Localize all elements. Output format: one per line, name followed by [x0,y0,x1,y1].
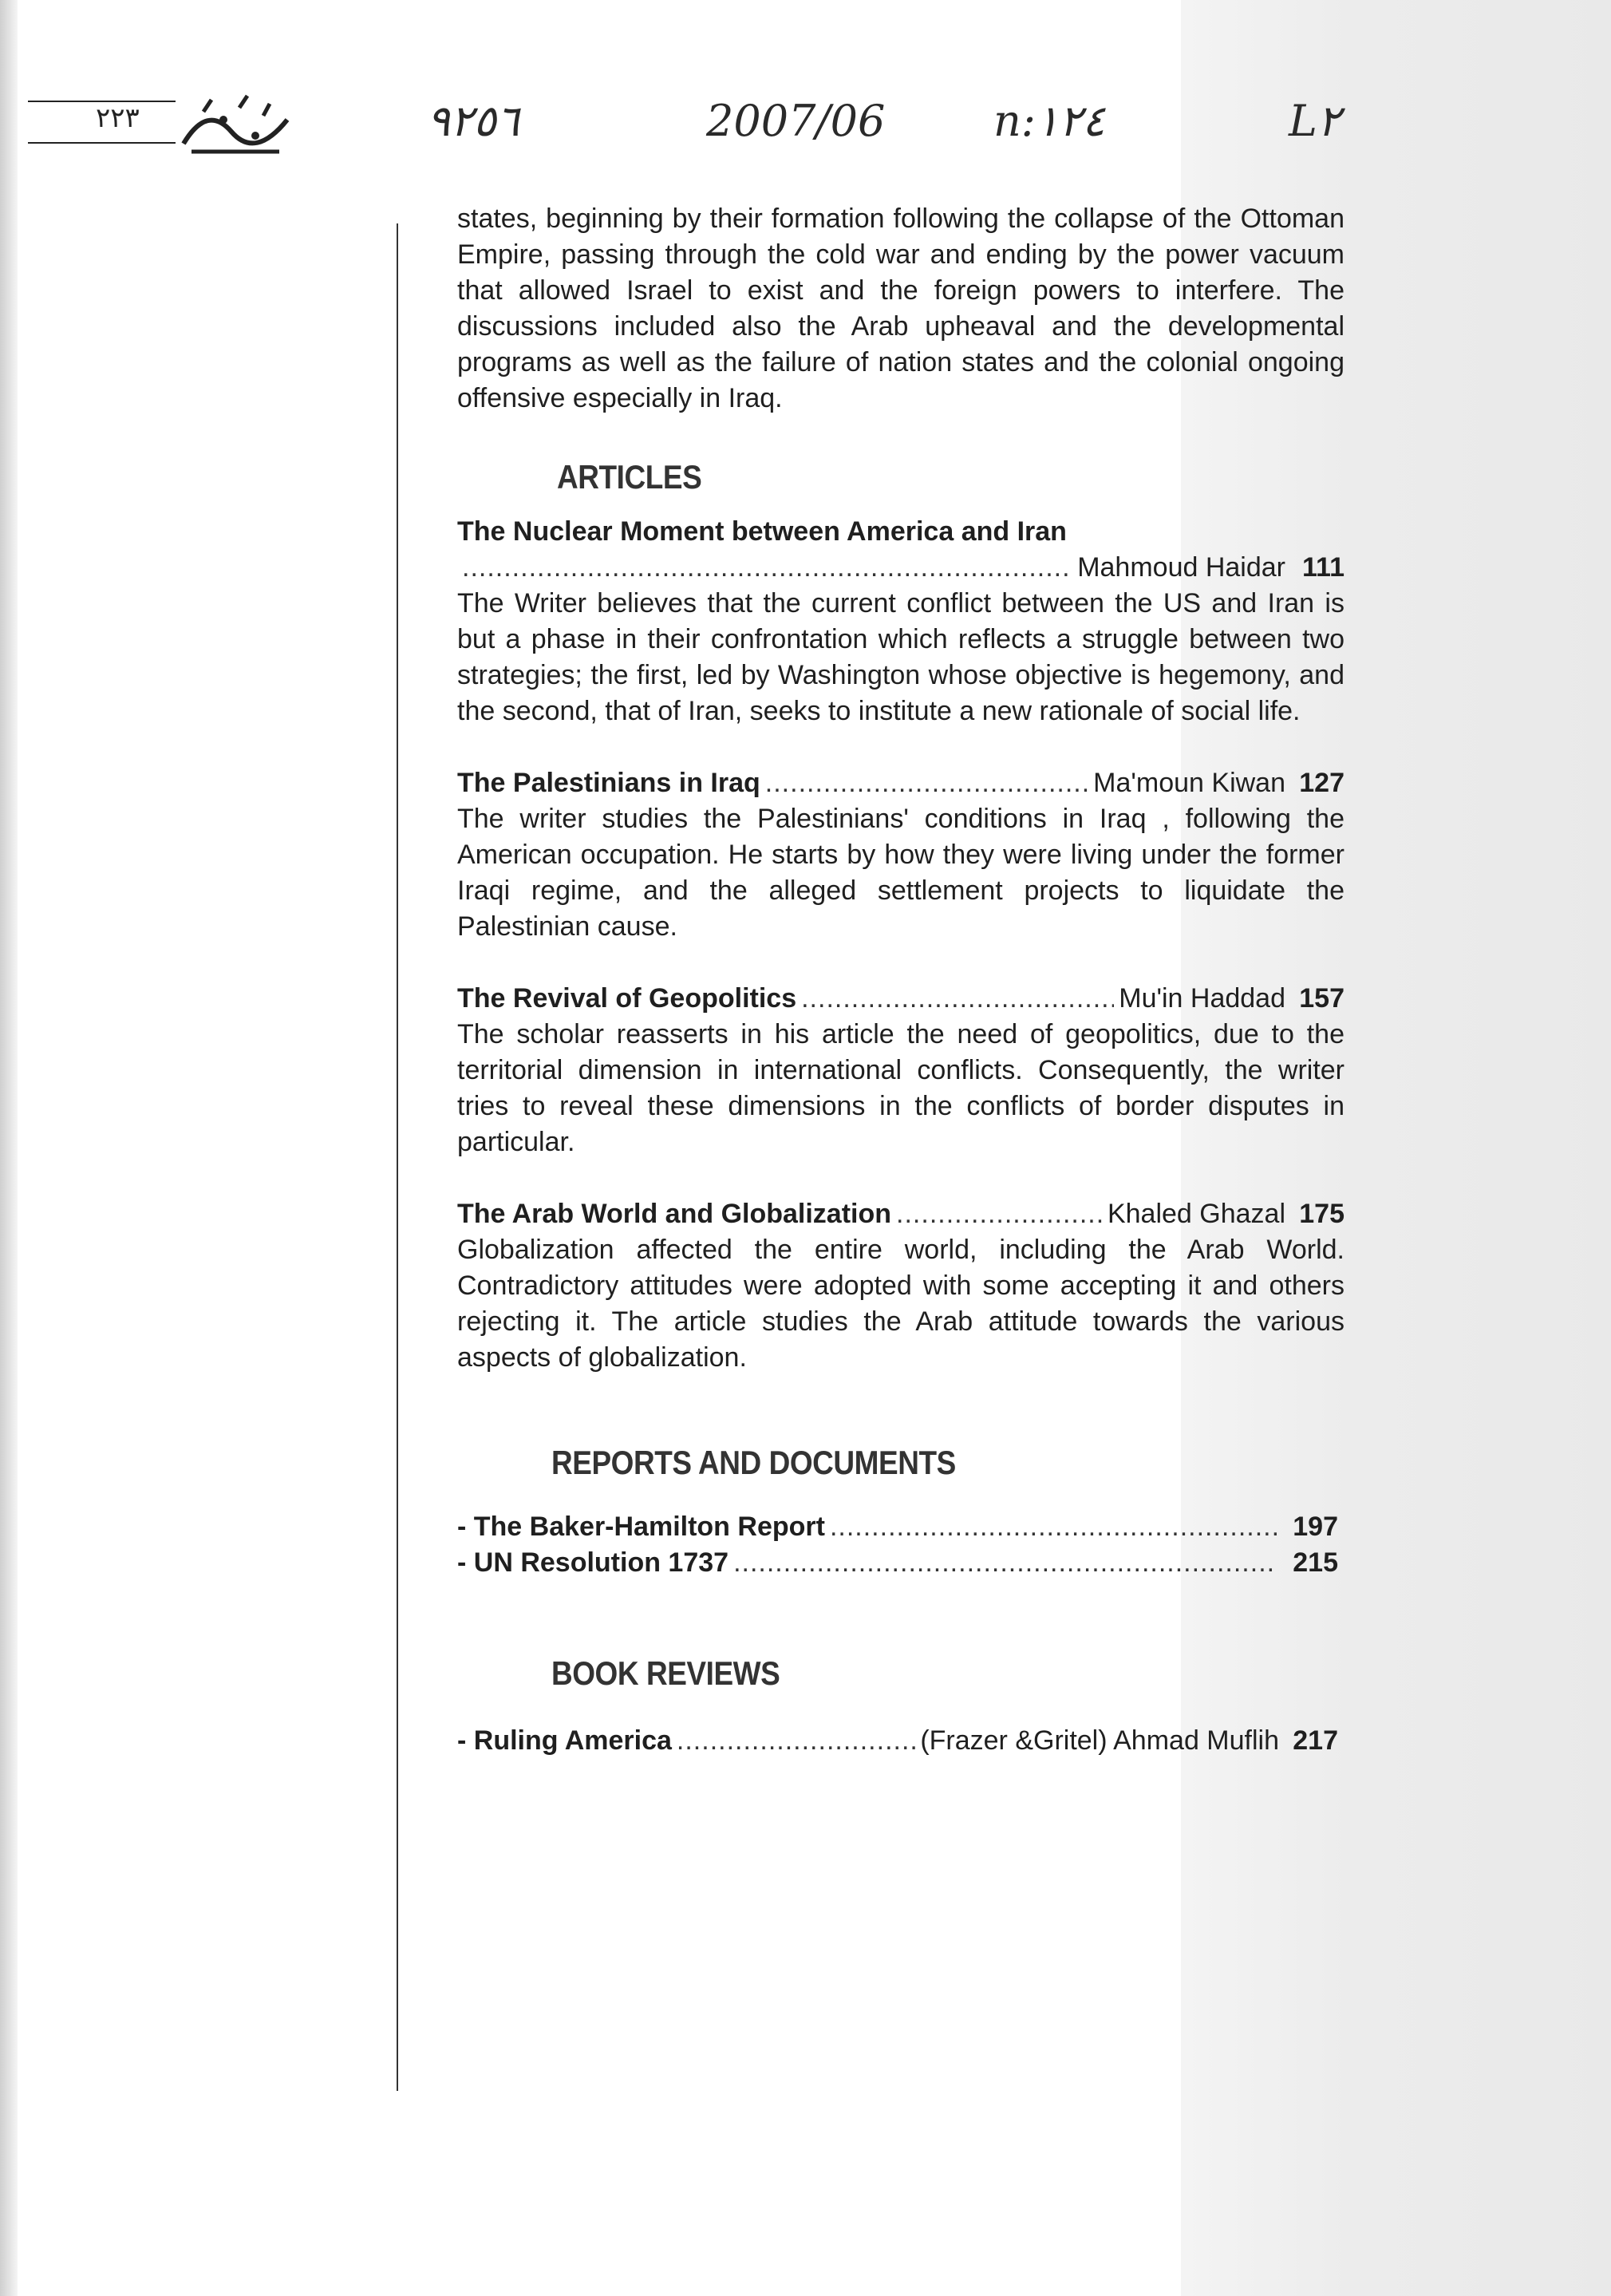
article-item [457,1196,1344,1376]
article-summary: The writer studies the Palestinians' conditions in Iraq , following the American occupation. He starts by how they were living under the former Iraqi regime, and the alleged settlement projects to liquidate the Palestinian cause. [457,804,1344,942]
dot-leader [896,1196,1103,1232]
dot-leader [765,765,1088,801]
report-toc-line [457,1545,1338,1581]
report-title: - The Baker-Hamilton Report [457,1512,825,1542]
scan-edge-shadow [0,0,18,2296]
page-number: ٢٢٣ [96,102,140,134]
review-page: 217 [1293,1725,1338,1756]
reports-heading: REPORTS AND DOCUMENTS [551,1444,956,1481]
article-toc-line [457,981,1344,1017]
article-toc-line [457,765,1344,801]
article-page: 157 [1299,983,1344,1014]
page-content [457,201,1344,1759]
handwritten-note-number: n:١٢٤ [993,96,1105,146]
journal-logo [176,88,295,160]
article-title: The Nuclear Moment between America and Iran [457,516,1067,547]
review-author: (Frazer &Gritel) Ahmad Muflih [920,1725,1279,1756]
review-toc-line [457,1723,1338,1759]
review-title: - Ruling America [457,1725,672,1756]
intro-paragraph: states, beginning by their formation following the collapse of the Ottoman Empire, passing through the cold war and ending by the power vacuum that allowed Israel to exist and the foreign powers to interfere. The discussions included also the Arab upheaval and the developmental programs as well as the failure of nation states and the colonial ongoing offensive especially in Iraq. [457,204,1344,413]
article-author: Mu'in Haddad [1119,983,1285,1014]
dot-leader [677,1723,915,1759]
dot-leader [462,550,1072,586]
reports-list [457,1509,1338,1581]
report-page: 215 [1293,1547,1338,1578]
articles-heading: ARTICLES [557,458,702,496]
article-page: 111 [1302,552,1344,583]
article-author: Khaled Ghazal [1107,1199,1285,1229]
article-toc-line [457,1196,1344,1232]
article-page: 127 [1299,768,1344,798]
dot-leader [801,981,1114,1017]
article-item [457,514,1344,729]
article-summary: The Writer believes that the current conflict between the US and Iran is but a phase in their confrontation which reflects a struggle between two strategies; the first, led by Washington whose objective is hegemony, and the second, that of Iran, seeks to institute a new rationale of social life. [457,588,1344,726]
article-item [457,765,1344,945]
dot-leader [830,1509,1277,1545]
report-page: 197 [1293,1512,1338,1542]
column-rule [397,223,398,2091]
article-item [457,981,1344,1160]
handwritten-note-date: 2007/06 [706,96,886,146]
report-title: - UN Resolution 1737 [457,1547,729,1578]
article-summary: The scholar reasserts in his article the need of geopolitics, due to the territorial dimension in international conflicts. Consequently, the writer tries to reveal these dimensions in the conflicts of border disputes in particular. [457,1019,1344,1157]
handwritten-note-1: ٩٢٥٦ [427,96,520,146]
report-toc-line [457,1509,1338,1545]
article-summary: Globalization affected the entire world, including the Arab World. Contradictory attitudes were adopted with some accepting it and others rejecting it. The article studies the Arab attitude towards the various aspects of globalization. [457,1235,1344,1373]
article-title: The Palestinians in Iraq [457,768,760,798]
article-page: 175 [1299,1199,1344,1229]
article-title: The Revival of Geopolitics [457,983,797,1014]
article-author: Mahmoud Haidar [1077,552,1285,583]
article-toc-line [457,550,1344,586]
book-reviews-heading: BOOK REVIEWS [551,1654,780,1692]
article-title: The Arab World and Globalization [457,1199,892,1229]
book-reviews-list [457,1723,1338,1759]
handwritten-note-4: L٢ [1289,96,1341,146]
header-rule-bottom [28,142,176,144]
article-author: Ma'moun Kiwan [1093,768,1285,798]
dot-leader [733,1545,1277,1581]
